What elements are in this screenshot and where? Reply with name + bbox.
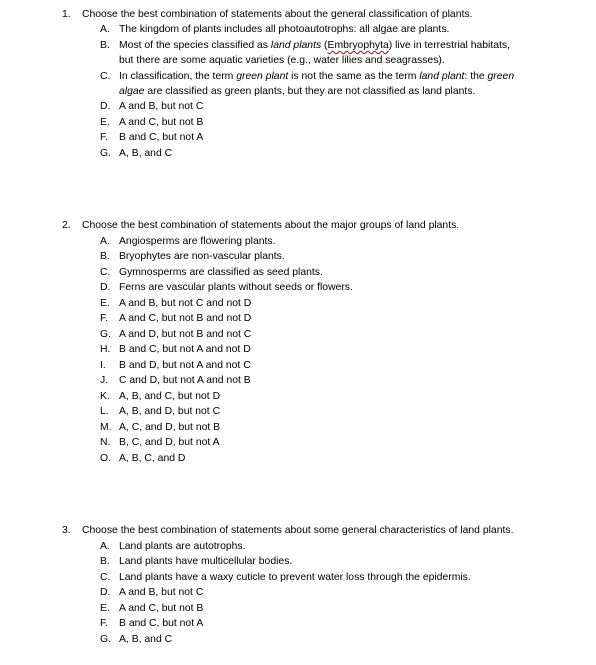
q2-option-d-letter: D. [100, 282, 111, 293]
q2-option-i-text: B and D, but not A and not C [119, 360, 251, 371]
question-1-stem: Choose the best combination of statements about the general classification of plants. [82, 9, 473, 20]
q1-option-f-text: B and C, but not A [119, 132, 204, 143]
q2-option-g-text: A and D, but not B and not C [119, 329, 252, 340]
q2-option-k-text: A, B, and C, but not D [119, 391, 221, 402]
q1-option-b-letter: B. [100, 40, 110, 51]
question-3-number: 3. [62, 525, 71, 536]
q1-option-a-text: The kingdom of plants includes all photoautotrophs: all algae are plants. [119, 24, 450, 35]
q1-option-f-letter: F. [100, 132, 109, 143]
q2-option-a-letter: A. [100, 236, 110, 247]
q2-option-e-text: A and B, but not C and not D [119, 298, 252, 309]
q1-option-g-letter: G. [100, 148, 111, 159]
q1-option-g-text: A, B, and C [119, 148, 173, 159]
q1-option-d-letter: D. [100, 101, 111, 112]
q3-option-d-text: A and B, but not C [119, 587, 204, 598]
q2-option-m-letter: M. [100, 422, 112, 433]
q1-option-b-text-continued: but there are some aquatic varieties (e.g., water lilies and seagrasses). [119, 55, 445, 66]
question-3-stem: Choose the best combination of statements about some general characteristics of land plants. [82, 525, 514, 536]
q2-option-n-letter: N. [100, 437, 111, 448]
q1-option-a-letter: A. [100, 24, 110, 35]
q2-option-e-letter: E. [100, 298, 110, 309]
q3-option-b-text: Land plants have multicellular bodies. [119, 556, 293, 567]
q1-option-c-text-continued: algae are classified as green plants, but they are not classified as land plants. [119, 86, 476, 97]
q1-option-e-letter: E. [100, 117, 110, 128]
q1-option-d-text: A and B, but not C [119, 101, 204, 112]
q2-option-l-text: A, B, and D, but not C [119, 406, 221, 417]
q1-option-e-text: A and C, but not B [119, 117, 204, 128]
q2-option-a-text: Angiosperms are flowering plants. [119, 236, 276, 247]
q1-option-c-text: In classification, the term green plant is not the same as the term land plant: the green [119, 71, 515, 82]
q3-option-f-letter: F. [100, 618, 109, 629]
q3-option-g-letter: G. [100, 634, 111, 645]
q3-option-e-letter: E. [100, 603, 110, 614]
q1-option-b-text: Most of the species classified as land plants (Embryophyta) live in terrestrial habitats, [119, 40, 511, 51]
q1-option-c-letter: C. [100, 71, 111, 82]
q2-option-g-letter: G. [100, 329, 111, 340]
q2-option-j-text: C and D, but not A and not B [119, 375, 251, 386]
q2-option-c-text: Gymnosperms are classified as seed plants. [119, 267, 323, 278]
q3-option-b-letter: B. [100, 556, 110, 567]
q2-option-h-text: B and C, but not A and not D [119, 344, 251, 355]
q2-option-h-letter: H. [100, 344, 111, 355]
q2-option-l-letter: L. [100, 406, 109, 417]
q2-option-k-letter: K. [100, 391, 110, 402]
q2-option-f-text: A and C, but not B and not D [119, 313, 252, 324]
q2-option-o-text: A, B, C, and D [119, 453, 186, 464]
spellcheck-underline: Embryophyta [327, 40, 389, 51]
q2-option-c-letter: C. [100, 267, 111, 278]
question-2-number: 2. [62, 220, 71, 231]
q2-option-d-text: Ferns are vascular plants without seeds or flowers. [119, 282, 353, 293]
q3-option-f-text: B and C, but not A [119, 618, 204, 629]
q3-option-a-letter: A. [100, 541, 110, 552]
q2-option-f-letter: F. [100, 313, 109, 324]
q2-option-j-letter: J. [100, 375, 109, 386]
q2-option-b-text: Bryophytes are non-vascular plants. [119, 251, 285, 262]
q3-option-c-letter: C. [100, 572, 111, 583]
q3-option-a-text: Land plants are autotrophs. [119, 541, 246, 552]
q3-option-c-text: Land plants have a waxy cuticle to prevent water loss through the epidermis. [119, 572, 471, 583]
question-1-number: 1. [62, 9, 71, 20]
q2-option-o-letter: O. [100, 453, 111, 464]
q2-option-m-text: A, C, and D, but not B [119, 422, 221, 433]
q3-option-g-text: A, B, and C [119, 634, 173, 645]
question-2-stem: Choose the best combination of statements about the major groups of land plants. [82, 220, 460, 231]
q2-option-b-letter: B. [100, 251, 110, 262]
q2-option-i-letter: I. [100, 360, 106, 371]
q3-option-d-letter: D. [100, 587, 111, 598]
q3-option-e-text: A and C, but not B [119, 603, 204, 614]
q2-option-n-text: B, C, and D, but not A [119, 437, 220, 448]
